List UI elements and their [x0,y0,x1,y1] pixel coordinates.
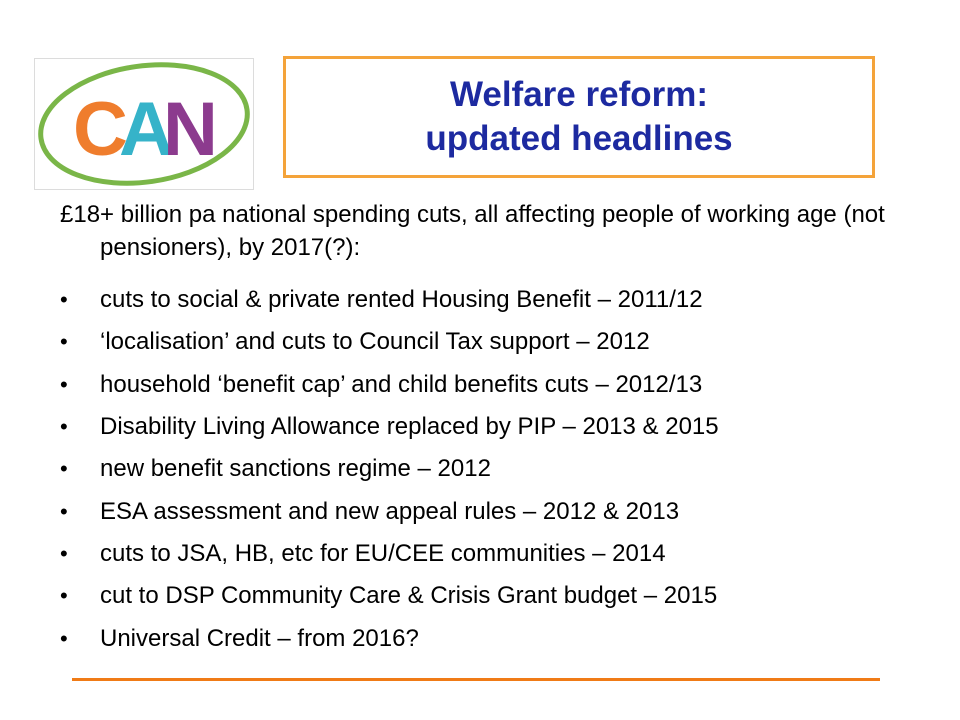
bullet-text: Disability Living Allowance replaced by PIP – 2013 & 2015 [100,413,719,441]
bullet-text: ESA assessment and new appeal rules – 2012 & 2013 [100,497,680,525]
bullet-item [58,406,938,448]
bullet-item [58,321,938,363]
bullet-item [58,448,938,490]
bullet-text: cut to DSP Community Care & Crisis Grant budget – 2015 [100,582,718,610]
bullet-icon: • [60,540,68,566]
bullet-item [58,364,938,406]
can-logo-graphic [35,59,253,189]
bullet-icon: • [60,414,68,440]
bullet-text: ‘localisation’ and cuts to Council Tax support – 2012 [100,328,650,356]
title-line-2: updated headlines [425,119,733,158]
logo-letter-a: A [119,87,174,172]
bullet-text: new benefit sanctions regime – 2012 [100,455,491,483]
title-box [283,56,875,178]
bullet-icon: • [60,625,68,651]
logo-letter-n: N [163,87,218,172]
logo-letter-c: C [73,87,128,172]
bullet-list [58,279,938,660]
bullet-text: cuts to JSA, HB, etc for EU/CEE communities – 2014 [100,539,666,567]
bullet-icon: • [60,287,68,313]
can-logo [34,58,254,190]
bullet-item [58,533,938,575]
bullet-icon: • [60,371,68,397]
intro-text: £18+ billion pa national spending cuts, all affecting people of working age (not pensioners), by 2017(?): [60,201,885,261]
bullet-item [58,490,938,532]
bullet-item [58,617,938,659]
title-line-1: Welfare reform: [449,75,709,114]
bullet-text: household ‘benefit cap’ and child benefits cuts – 2012/13 [100,370,703,398]
bottom-accent-rule [72,678,880,681]
bullet-text: Universal Credit – from 2016? [100,624,419,652]
bullet-text: cuts to social & private rented Housing Benefit – 2011/12 [100,286,703,314]
bullet-icon: • [60,329,68,355]
bullet-item [58,575,938,617]
bullet-item [58,279,938,321]
bullet-icon: • [60,498,68,524]
bullet-icon: • [60,583,68,609]
bullet-icon: • [60,456,68,482]
